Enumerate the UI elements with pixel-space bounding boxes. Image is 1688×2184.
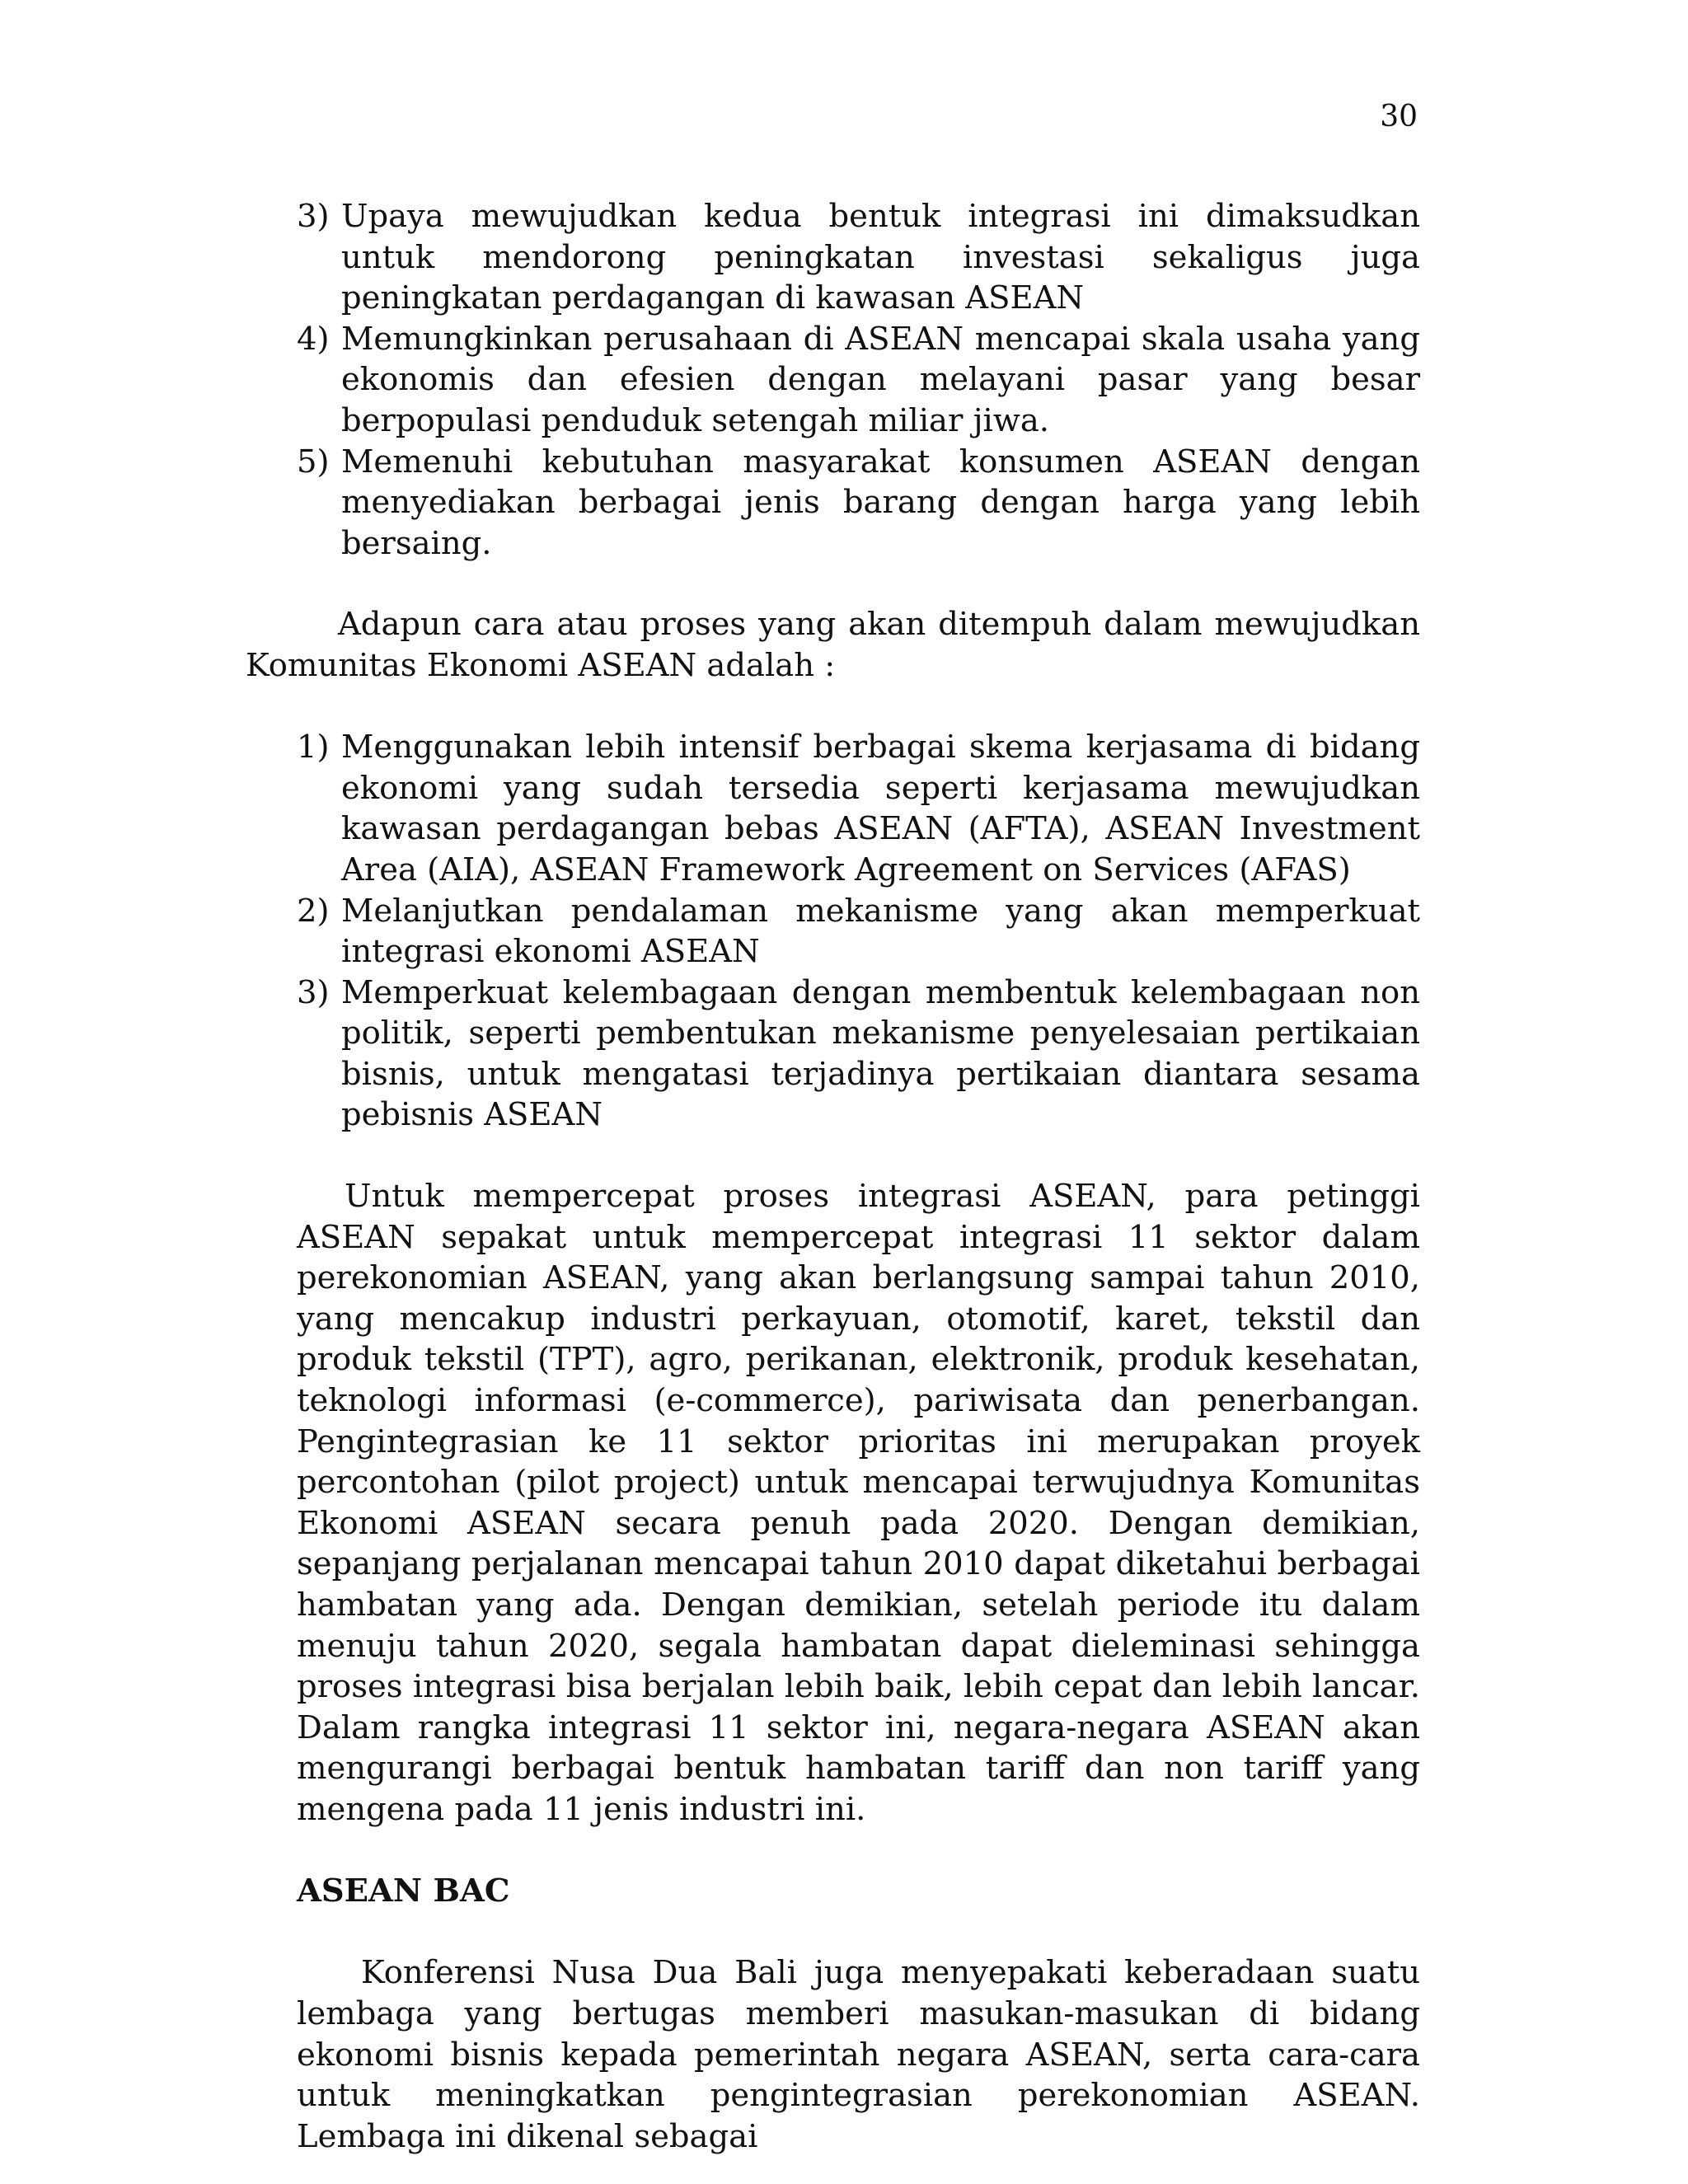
integration-paragraph: Untuk mempercepat proses integrasi ASEAN, para petinggi ASEAN sepakat untuk mempercepat integrasi 11 sektor dalam perekonomian ASEAN, yang akan berlangsung sampai tahun 2010, yang mencakup industri perkayuan, otomotif, karet, tekstil dan produk tekstil (TPT), agro, perikanan, elektronik, produk kesehatan, teknologi informasi (e-commerce), pariwisata dan penerbangan. Pengintegrasian ke 11 sektor prioritas ini merupakan proyek percontohan (pilot project) untuk mencapai terwujudnya Komunitas Ekonomi ASEAN secara penuh pada 2020. Dengan demikian, sepanjang perjalanan mencapai tahun 2010 dapat diketahui berbagai hambatan yang ada. Dengan demikian, setelah periode itu dalam menuju tahun 2020, segala hambatan dapat dieleminasi sehingga proses integrasi bisa berjalan lebih baik, lebih cepat dan lebih lancar. Dalam rangka integrasi 11 sektor ini, negara-negara ASEAN akan mengurangi berbagai bentuk hambatan tariff dan non tariff yang mengena pada 11 jenis industri ini.	[297, 1178, 1420, 1828]
list-marker: 5)	[297, 443, 330, 480]
list-marker: 2)	[297, 892, 330, 930]
list-item	[297, 727, 1420, 890]
list-marker: 4)	[297, 320, 330, 358]
process-list	[297, 727, 1420, 1136]
list-item-text: Memenuhi kebutuhan masyarakat konsumen ASEAN dengan menyediakan berbagai jenis barang dengan harga yang lebih bersaing.	[341, 443, 1420, 562]
list-item	[297, 319, 1420, 442]
list-item	[297, 891, 1420, 972]
list-item-text: Upaya mewujudkan kedua bentuk integrasi ini dimaksudkan untuk mendorong peningkatan investasi sekaligus juga peningkatan perdagangan di kawasan ASEAN	[341, 198, 1420, 317]
list-item-text: Memperkuat kelembagaan dengan membentuk kelembagaan non politik, seperti pembentukan mekanisme penyelesaian pertikaian bisnis, untuk mengatasi terjadinya pertikaian diantara sesama pebisnis ASEAN	[341, 973, 1420, 1134]
page-number: 30	[1380, 100, 1418, 134]
list-item	[297, 442, 1420, 565]
list-marker: 3)	[297, 973, 330, 1011]
list-item-text: Memungkinkan perusahaan di ASEAN mencapai skala usaha yang ekonomis dan efesien dengan melayani pasar yang besar berpopulasi penduduk setengah miliar jiwa.	[341, 320, 1420, 439]
list-item-text: Melanjutkan pendalaman mekanisme yang akan memperkuat integrasi ekonomi ASEAN	[341, 892, 1420, 971]
section-heading: ASEAN BAC	[297, 1872, 510, 1910]
list-item-text: Menggunakan lebih intensif berbagai skema kerjasama di bidang ekonomi yang sudah tersedia seperti kerjasama mewujudkan kawasan perdagangan bebas ASEAN (AFTA), ASEAN Investment Area (AIA), ASEAN Framework Agreement on Services (AFAS)	[341, 729, 1420, 888]
intro-paragraph: Adapun cara atau proses yang akan ditempuh dalam mewujudkan Komunitas Ekonomi ASEAN adalah :	[246, 606, 1420, 684]
benefits-list	[297, 196, 1420, 564]
page-body	[246, 196, 1420, 2157]
list-item	[297, 972, 1420, 1136]
list-marker: 1)	[297, 729, 330, 766]
asean-bac-paragraph: Konferensi Nusa Dua Bali juga menyepakati keberadaan suatu lembaga yang bertugas memberi masukan-masukan di bidang ekonomi bisnis kepada pemerintah negara ASEAN, serta cara-cara untuk meningkatkan pengintegrasian perekonomian ASEAN. Lembaga ini dikenal sebagai	[297, 1954, 1420, 2155]
list-marker: 3)	[297, 198, 330, 235]
list-item	[297, 196, 1420, 319]
